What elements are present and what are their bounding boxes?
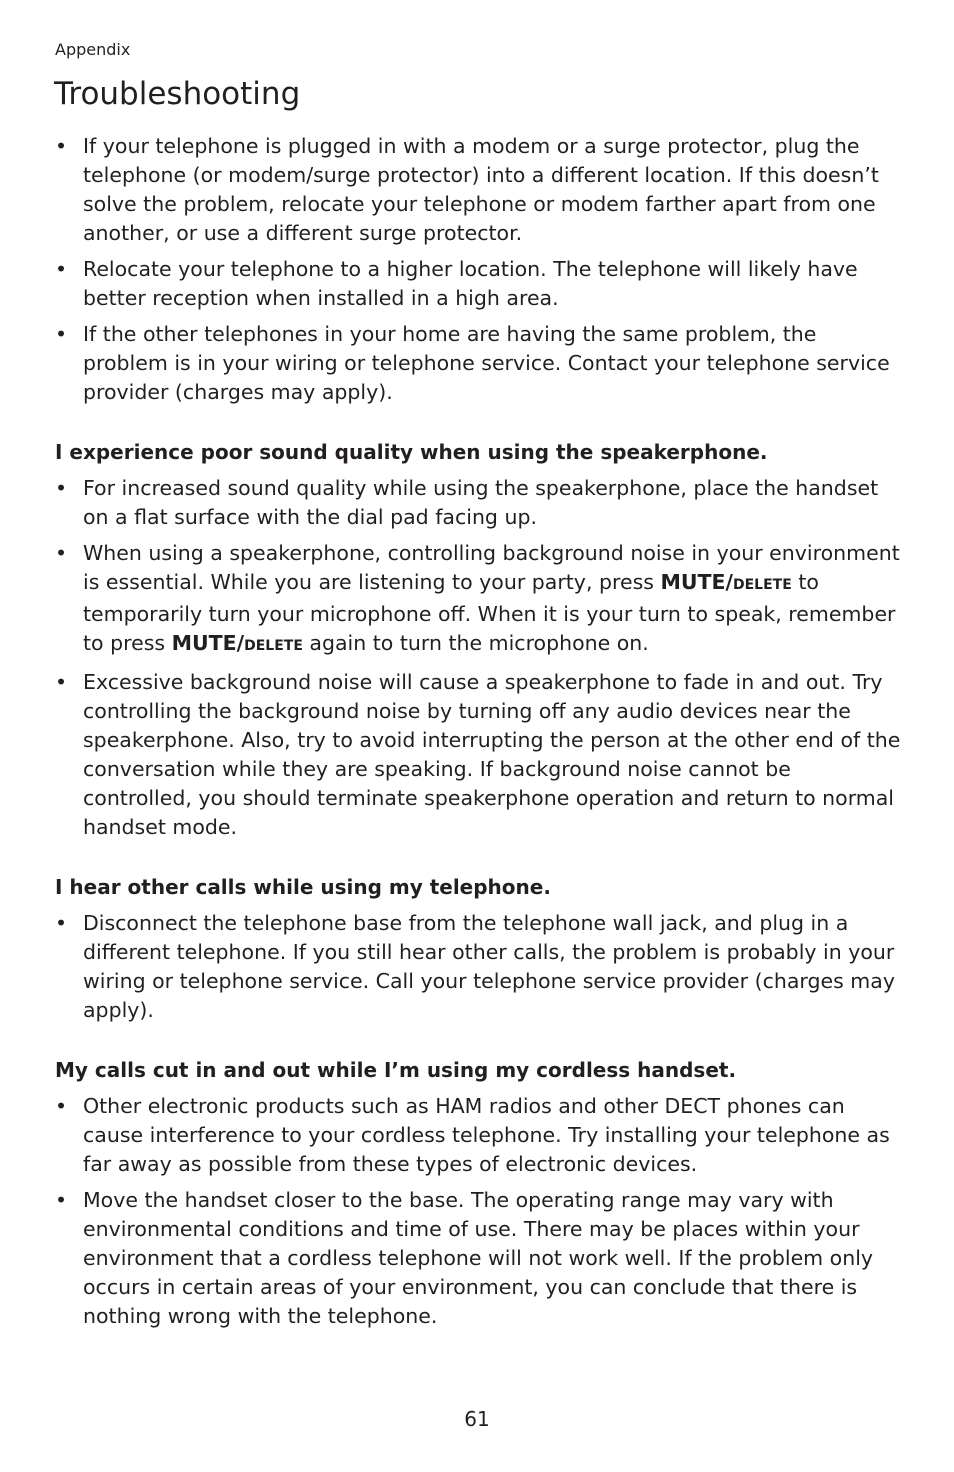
page-number: 61 — [464, 1407, 490, 1431]
text-span: When using a speakerphone, controlling background noise in your environment is essential. While you are listening to your party, press — [83, 541, 900, 594]
page-title: Troubleshooting — [54, 76, 301, 112]
cut-in-out-heading: My calls cut in and out while I’m using my cordless handset. — [55, 1058, 737, 1082]
mute-delete-key-label: MUTE/DELETE — [660, 570, 792, 594]
list-item: • If your telephone is plugged in with a modem or a surge protector, plug the telephone (or modem/surge protector) into a different location. If this doesn’t solve the problem, relocate your telephone or modem farther apart from one another, or use a different surge protector. — [55, 132, 905, 248]
page-content — [55, 132, 905, 1331]
cut-in-out-bullet-list — [55, 1092, 905, 1331]
list-item: • Excessive background noise will cause a speakerphone to fade in and out. Try controlling the background noise by turning off any audio devices near the speakerphone. Also, try to avoid interrupting the person at the other end of the conversation while they are speaking. If background noise cannot be controlled, you should terminate speakerphone operation and return to normal handset mode. — [55, 668, 905, 842]
list-item: • Relocate your telephone to a higher location. The telephone will likely have better reception when installed in a high area. — [55, 255, 905, 313]
speakerphone-bullet-list — [55, 474, 905, 842]
list-item: • Disconnect the telephone base from the telephone wall jack, and plug in a different telephone. If you still hear other calls, the problem is probably in your wiring or telephone service. Call your telephone service provider (charges may apply). — [55, 909, 905, 1025]
list-item: • Move the handset closer to the base. The operating range may vary with environmental conditions and time of use. There may be places within your environment that a cordless telephone will not work well. If the problem only occurs in certain areas of your environment, you can conclude that there is nothing wrong with the telephone. — [55, 1186, 905, 1331]
mute-delete-key-label: MUTE/DELETE — [171, 631, 303, 655]
text-span: again to turn the microphone on. — [302, 631, 649, 655]
other-calls-bullet-list — [55, 909, 905, 1025]
section-label: Appendix — [55, 40, 131, 59]
list-item: • For increased sound quality while using the speakerphone, place the handset on a flat surface with the dial pad facing up. — [55, 474, 905, 532]
other-calls-heading: I hear other calls while using my telephone. — [55, 875, 551, 899]
list-item: • Other electronic products such as HAM radios and other DECT phones can cause interference to your cordless telephone. Try installing your telephone as far away as possible from these types of electronic devices. — [55, 1092, 905, 1179]
intro-bullet-list — [55, 132, 905, 407]
speakerphone-heading: I experience poor sound quality when using the speakerphone. — [55, 440, 768, 464]
list-item: • If the other telephones in your home are having the same problem, the problem is in your wiring or telephone service. Contact your telephone service provider (charges may apply). — [55, 320, 905, 407]
text-span: to temporarily turn your microphone off. When it is your turn to speak, remember to press — [83, 570, 896, 655]
list-item — [55, 539, 905, 661]
